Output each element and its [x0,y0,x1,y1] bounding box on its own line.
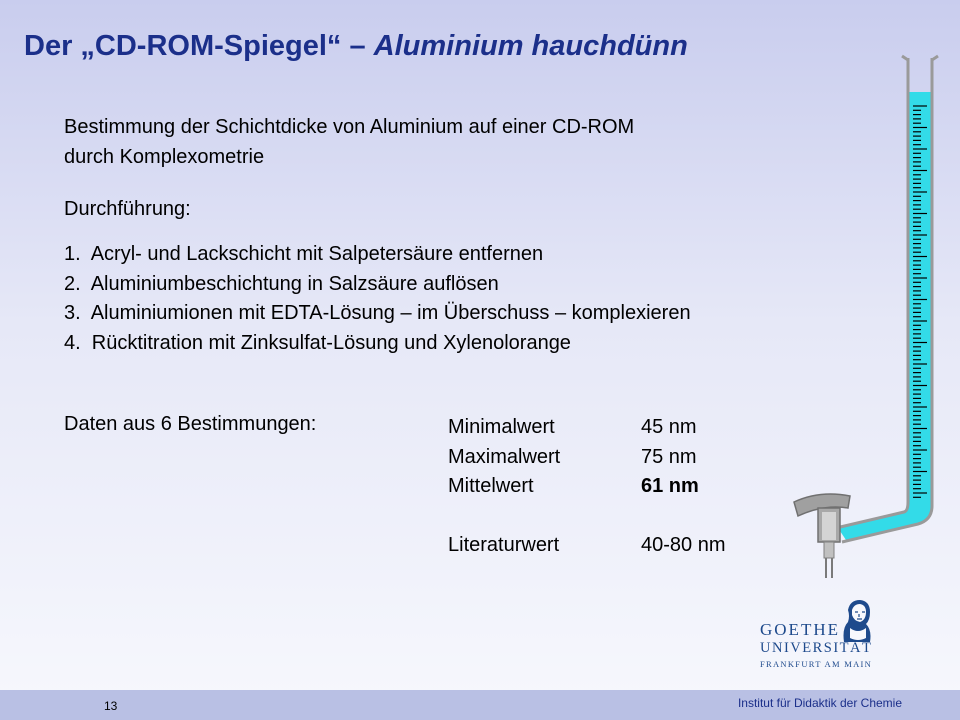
procedure-steps [64,240,691,358]
data-table [448,413,726,561]
data-value: 45 nm [641,416,697,438]
footer-bar [0,690,960,720]
title-main: Der „CD-ROM-Spiegel“ – [24,30,374,62]
logo-line-1: GOETHE [760,620,840,639]
institute-name: Institut für Didaktik der Chemie [737,696,902,710]
data-label: Daten aus 6 Bestimmungen: [64,413,317,435]
data-key: Maximalwert [448,445,561,468]
data-key: Literaturwert [448,534,560,556]
data-row-max [448,443,726,473]
procedure-step: 1. Acryl- und Lackschicht mit Salpetersäure entfernen [64,243,544,265]
stopcock [794,494,850,578]
data-row-min [448,413,726,443]
procedure-step: 4. Rücktitration mit Zinksulfat-Lösung und Xylenolorange [64,331,571,354]
data-value-mean: 61 nm [641,475,699,497]
logo-line-3: FRANKFURT AM MAIN [760,659,873,669]
burette-tube [836,58,908,528]
data-row-mean [448,472,726,502]
goethe-university-logo [752,598,882,670]
data-row-literature [448,531,726,561]
data-key: Mittelwert [448,475,534,497]
burette-liquid [838,92,932,540]
goethe-portrait-icon [836,598,876,644]
page-number: 13 [104,699,118,713]
procedure-heading: Durchführung: [64,198,191,220]
data-key: Minimalwert [448,416,555,438]
procedure-step: 3. Aluminiumionen mit EDTA-Lösung – im Überschuss – komplexieren [64,302,691,324]
intro-line-1: Bestimmung der Schichtdicke von Aluminium auf einer CD-ROM [64,116,635,138]
data-value: 75 nm [641,445,697,468]
procedure-step: 2. Aluminiumbeschichtung in Salzsäure auflösen [64,272,499,295]
burette-icon [780,50,960,590]
slide-title [24,30,688,63]
data-value: 40-80 nm [641,534,726,556]
intro-line-2: durch Komplexometrie [64,146,265,168]
logo-line-2: UNIVERSITÄT [760,640,873,656]
intro-text [64,112,634,172]
title-italic: Aluminium hauchdünn [373,30,688,62]
